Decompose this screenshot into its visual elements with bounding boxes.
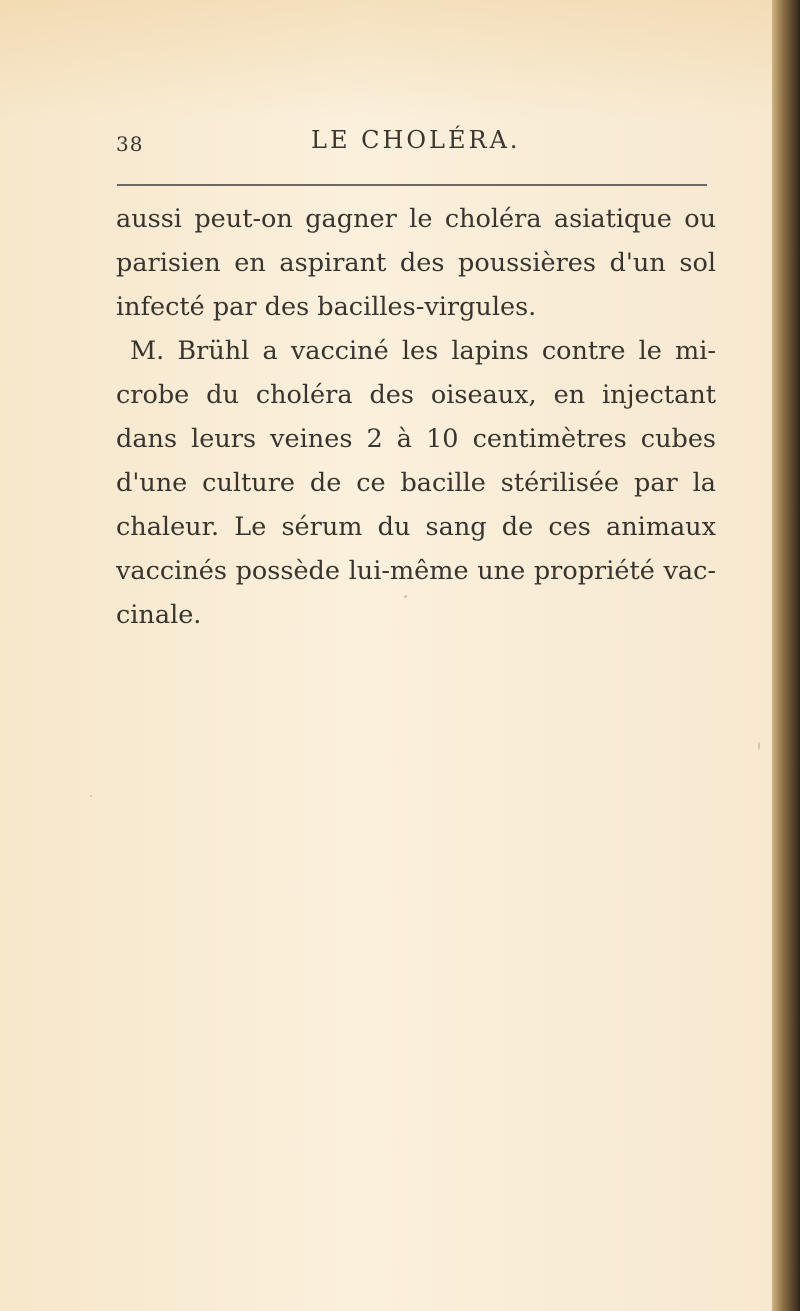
text-line: crobe du choléra des oiseaux, en injectant (116, 380, 716, 410)
body-text (116, 197, 716, 637)
text-line: dans leurs veines 2 à 10 centimètres cubes (116, 424, 716, 454)
text-line: M. Brühl a vacciné les lapins contre le mi- (130, 336, 716, 366)
running-head: LE CHOLÉRA. (311, 126, 521, 154)
paper-speck (90, 795, 92, 797)
text-line: cinale. (116, 600, 202, 630)
text-line: chaleur. Le sérum du sang de ces animaux (116, 512, 716, 542)
page-number: 38 (116, 132, 144, 156)
paper-speck (758, 742, 760, 750)
header-rule (117, 184, 707, 186)
paper-speck (404, 595, 407, 598)
text-line: d'une culture de ce bacille stérilisée par la (116, 468, 716, 498)
paper-stain (0, 0, 800, 120)
page-edge-shadow (772, 0, 800, 1311)
page-header (100, 126, 710, 162)
text-line: aussi peut-on gagner le choléra asiatique ou (116, 204, 716, 234)
text-line: vaccinés possède lui-même une propriété vac- (116, 556, 716, 586)
text-line: infecté par des bacilles-virgules. (116, 292, 537, 322)
text-line: parisien en aspirant des poussières d'un sol (116, 248, 716, 278)
